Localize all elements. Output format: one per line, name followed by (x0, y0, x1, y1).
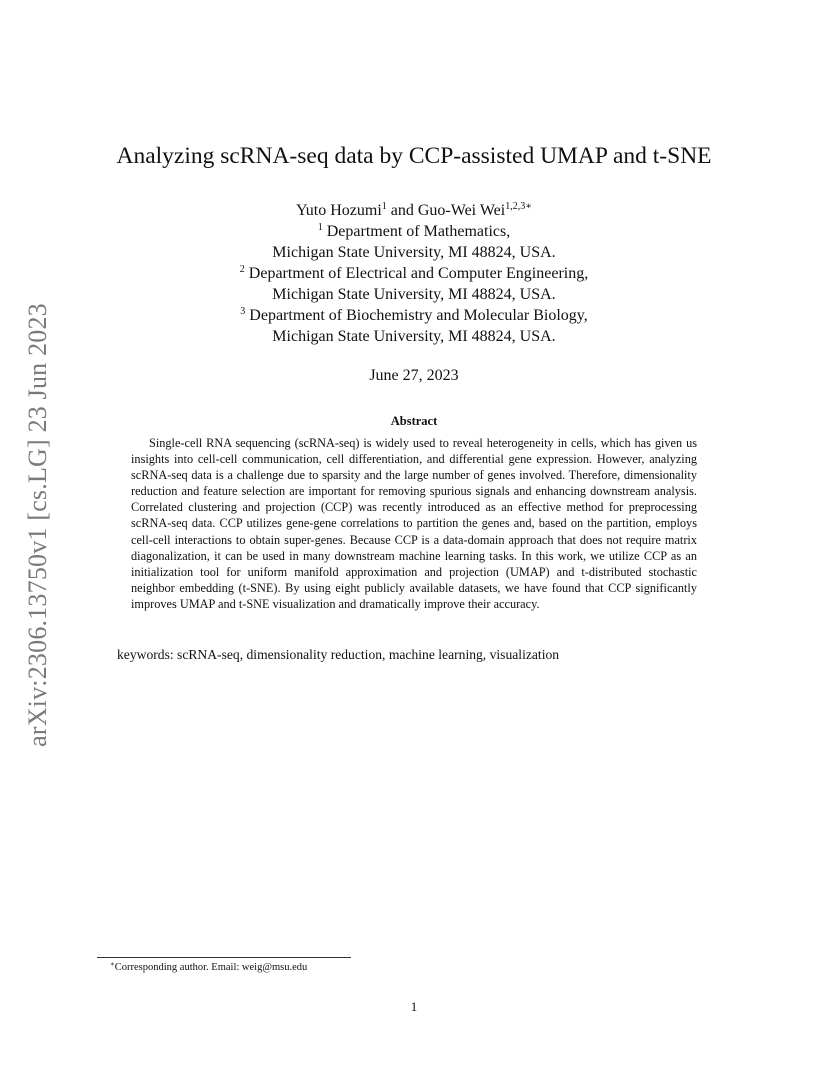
abstract-text: Single-cell RNA sequencing (scRNA-seq) is widely used to reveal heterogeneity in cells, which has given us insights into cell-cell communication, cell differentiation, and differential gene expression. However, analyzing scRNA-seq data is a challenge due to sparsity and the large number of genes involved. Therefore, dimensionality reduction and feature selection are important for removing spurious signals and enhancing downstream analysis. Correlated clustering and projection (CCP) was recently introduced as an effective method for preprocessing scRNA-seq data. CCP utilizes gene-gene correlations to partition the genes and, based on the partition, employs cell-cell interactions to obtain super-genes. Because CCP is a data-domain approach that does not require matrix diagonalization, it can be used in many downstream machine learning tasks. In this work, we utilize CCP as an initialization tool for uniform manifold approximation and projection (UMAP) and t-distributed stochastic neighbor embedding (t-SNE). By using eight publicly available datasets, we have found that CCP significantly improves UMAP and t-SNE visualization and dramatically improve their accuracy. (131, 436, 697, 611)
affiliation-marker: 2 (239, 264, 245, 275)
affiliation-institution: Michigan State University, MI 48824, USA. (272, 244, 556, 261)
author-conjunction: and (386, 202, 418, 219)
affiliation-department (0, 263, 828, 284)
author-line (0, 200, 828, 221)
affiliation-institution: Michigan State University, MI 48824, USA. (272, 286, 556, 303)
corresponding-author-footnote (110, 962, 307, 973)
author-name: Guo-Wei Wei (417, 202, 506, 219)
department-name: Department of Electrical and Computer Engineering, (244, 265, 589, 282)
author-affiliation-marker: 1 (381, 201, 387, 212)
affiliation-marker: 3 (240, 306, 246, 317)
affiliation-institution: Michigan State University, MI 48824, USA. (272, 328, 556, 345)
department-name: Department of Mathematics, (322, 223, 511, 240)
paper-title: Analyzing scRNA-seq data by CCP-assisted UMAP and t-SNE (116, 143, 712, 169)
footnote-divider (97, 957, 351, 958)
abstract-heading: Abstract (390, 414, 438, 428)
arxiv-identifier: arXiv:2306.13750v1 [cs.LG] 23 Jun 2023 (23, 303, 52, 747)
publication-date: June 27, 2023 (369, 367, 459, 384)
affiliation-department (0, 305, 828, 326)
page-number: 1 (410, 999, 418, 1014)
affiliation-department (0, 221, 828, 242)
keywords-line: keywords: scRNA-seq, dimensionality reduction, machine learning, visualization (117, 647, 560, 662)
footnote-text: Corresponding author. Email: weig@msu.edu (114, 962, 308, 973)
author-name: Yuto Hozumi (295, 202, 382, 219)
author-affiliation-marker: 1,2,3∗ (505, 201, 532, 212)
footnote-marker: ∗ (110, 960, 115, 968)
affiliation-marker: 1 (317, 222, 323, 233)
author-block (0, 200, 828, 347)
department-name: Department of Biochemistry and Molecular Biology, (245, 307, 588, 324)
